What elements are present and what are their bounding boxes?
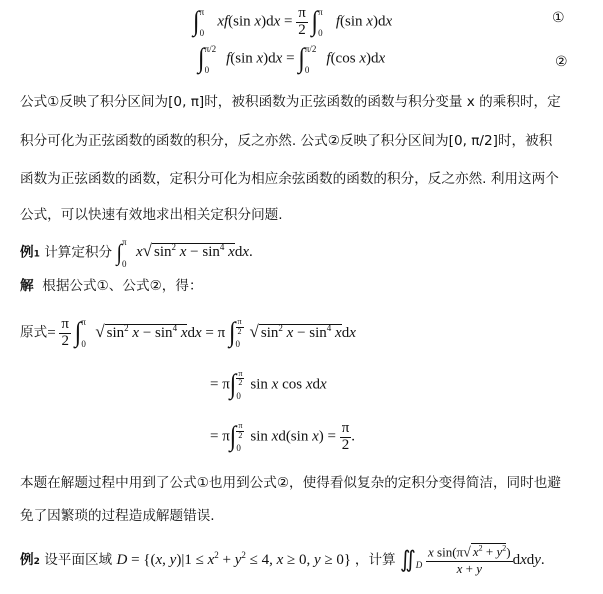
example-1-label: 例	[20, 244, 34, 261]
solution-text: 根据公式①、公式②，得：	[42, 278, 203, 294]
para1-line3: 函数为正弦函数的函数，定积分可化为相应余弦函数的函数的积分，反之亦然. 利用这两个	[20, 171, 559, 187]
derivation-1: 原式= $\frac{\pi}{2}$ ∫ π 0 √ $\sin^2 x - \sin^4$ xdx = π ∫ $\frac{\pi}{2}$ 0 √ $\sin^2 x - \sin^4$ xdx	[20, 316, 356, 350]
example-2-integral: $∬_D$ $\frac{x \sin(\pi√ x^2 + y^2)}{x + y}$ dxdy.	[399, 544, 545, 577]
example-1	[20, 237, 253, 269]
para1-line2: 积分可化为正弦函数的函数的积分，反之亦然. 公式②反映了积分区间为[0, π/2]时，被积	[20, 133, 553, 149]
derivation-2: = π∫ $\frac{\pi}{2}$ 0 sin x cos xdx	[210, 369, 327, 401]
example-1-num: 1	[33, 249, 40, 260]
formula-2: ∫ π/2 0 f(sin x)dx = ∫ π/2 0 f(cos x)dx	[198, 44, 386, 75]
formula-1: ∫ π 0 xf(sin x)dx = $\frac{\pi}{2}$ ∫ π 0 f(sin x)dx	[193, 5, 393, 39]
original-label: 原式	[20, 324, 48, 341]
example-2-text1: 设平面区域	[44, 551, 113, 568]
example-2-domain: D = {(x, $y)|1 \le x^2 + y^2 \le 4$, x ≥ 0, y ≥ 0}	[116, 549, 355, 568]
example-1-text: 计算定积分	[44, 244, 113, 261]
formula-1-tag: ①	[552, 10, 565, 26]
solution	[20, 280, 203, 294]
example-2-text2: ，计算	[354, 551, 396, 568]
solution-label: 解	[20, 278, 34, 294]
example-2-label: 例	[20, 551, 34, 568]
para2-line2: 免了因繁琐的过程造成解题错误.	[20, 508, 215, 524]
example-2-num: 2	[33, 556, 40, 567]
formula-2-tag: ②	[555, 54, 568, 70]
para2-line1: 本题在解题过程中用到了公式①也用到公式②，使得看似复杂的定积分变得简洁，同时也避	[20, 475, 561, 491]
para1-line1: 公式①反映了积分区间为[0, π]时，被积函数为正弦函数的函数与积分变量 x 的乘积时，定	[20, 94, 561, 110]
example-1-integral: ∫ π 0 x√ $\sin^2 x - \sin^4$ xdx.	[116, 237, 253, 269]
example-2	[20, 545, 545, 576]
para1-line4: 公式，可以快速有效地求出相关定积分问题.	[20, 207, 283, 223]
derivation-3: = π∫ $\frac{\pi}{2}$ 0 sin xd(sin x) = $\frac{\pi}{2}$ .	[210, 420, 356, 454]
